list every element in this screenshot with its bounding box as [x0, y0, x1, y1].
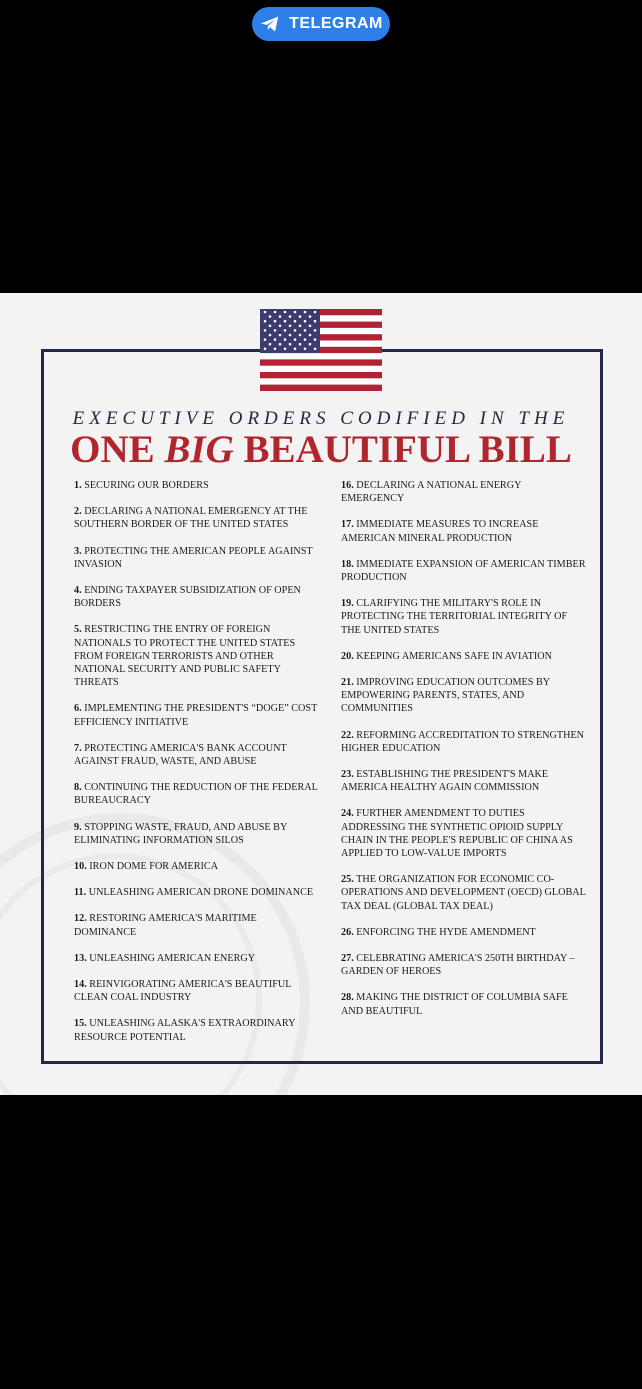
order-item [341, 873, 586, 913]
order-text: RESTORING AMERICA'S MARITIME DOMINANCE [74, 913, 257, 938]
flag-star [279, 325, 282, 328]
order-item [341, 952, 586, 978]
order-text: RESTRICTING THE ENTRY OF FOREIGN NATIONALS TO PROTECT THE UNITED STATES FROM FOREIGN TERRORISTS AND OTHER NATIONAL SECURITY AND PUBLIC SAFETY THREATS [74, 624, 296, 689]
flag-star [309, 325, 312, 328]
flag-star [274, 320, 277, 323]
poster-title [0, 427, 642, 472]
order-item [341, 518, 586, 544]
flag-star [279, 315, 282, 318]
order-item [74, 781, 319, 807]
flag-star [304, 338, 307, 341]
title-part-big: BIG [164, 428, 234, 471]
order-number: 12. [74, 913, 87, 925]
order-item [74, 479, 319, 492]
flag-star [264, 320, 267, 323]
flag-star [274, 329, 277, 332]
order-number: 6. [74, 703, 82, 715]
order-number: 2. [74, 506, 82, 518]
order-item [341, 729, 586, 755]
flag-star [289, 315, 292, 318]
order-item [341, 807, 586, 860]
flag-star [284, 329, 287, 332]
order-number: 3. [74, 545, 82, 557]
order-text: KEEPING AMERICANS SAFE IN AVIATION [356, 650, 552, 662]
order-item [341, 676, 586, 716]
order-number: 24. [341, 808, 354, 820]
order-item [74, 821, 319, 847]
order-number: 21. [341, 677, 354, 689]
order-number: 25. [341, 874, 354, 886]
flag-star [294, 311, 297, 314]
order-item [74, 702, 319, 728]
order-item [74, 584, 319, 610]
flag-star [314, 338, 317, 341]
order-item [74, 1017, 319, 1043]
flag-star [309, 315, 312, 318]
flag-star [304, 311, 307, 314]
flag-star [289, 343, 292, 346]
order-text: REFORMING ACCREDITATION TO STRENGTHEN HIGHER EDUCATION [341, 729, 585, 754]
order-number: 23. [341, 769, 354, 781]
poster-subtitle: EXECUTIVE ORDERS CODIFIED IN THE [72, 408, 570, 429]
order-text: IMMEDIATE MEASURES TO INCREASE AMERICAN MINERAL PRODUCTION [341, 519, 539, 544]
title-part-bill: BEAUTIFUL BILL [233, 428, 572, 471]
flag-star [299, 343, 302, 346]
order-text: PROTECTING AMERICA'S BANK ACCOUNT AGAINST FRAUD, WASTE, AND ABUSE [74, 742, 287, 768]
order-number: 27. [341, 953, 354, 965]
flag-star [299, 315, 302, 318]
order-number: 26. [341, 926, 354, 938]
flag-star [264, 311, 267, 314]
order-text: THE ORGANIZATION FOR ECONOMIC CO-OPERATIONS AND DEVELOPMENT (OECD) GLOBAL TAX DEAL (GLOBAL TAX DEAL) [341, 874, 586, 912]
orders-list-left [74, 479, 319, 1057]
flag-star [274, 311, 277, 314]
order-text: FURTHER AMENDMENT TO DUTIES ADDRESSING THE SYNTHETIC OPIOID SUPPLY CHAIN IN THE PEOPLE'S REPUBLIC OF CHINA AS APPLIED TO LOW-VALUE IMPORTS [341, 808, 573, 860]
poster-image [0, 293, 642, 1095]
order-text: UNLEASHING ALASKA'S EXTRAORDINARY RESOURCE POTENTIAL [74, 1018, 296, 1043]
order-item [74, 505, 319, 531]
order-number: 9. [74, 821, 82, 833]
order-text: STOPPING WASTE, FRAUD, AND ABUSE BY ELIMINATING INFORMATION SILOS [74, 821, 287, 846]
order-text: PROTECTING THE AMERICAN PEOPLE AGAINST INVASION [74, 545, 313, 570]
flag-star [289, 334, 292, 337]
flag-star [284, 338, 287, 341]
order-text: CONTINUING THE REDUCTION OF THE FEDERAL BUREAUCRACY [74, 782, 318, 807]
order-number: 10. [74, 861, 87, 873]
order-item [74, 978, 319, 1004]
order-number: 8. [74, 782, 82, 794]
flag-star [294, 338, 297, 341]
flag-star [264, 329, 267, 332]
order-item [74, 623, 319, 689]
flag-star [294, 348, 297, 351]
order-number: 4. [74, 585, 82, 597]
order-number: 14. [74, 979, 87, 991]
telegram-button[interactable] [252, 7, 390, 41]
order-text: IMPROVING EDUCATION OUTCOMES BY EMPOWERING PARENTS, STATES, AND COMMUNITIES [341, 677, 550, 715]
flag-star [284, 320, 287, 323]
order-item [74, 886, 319, 899]
order-number: 16. [341, 480, 354, 491]
order-text: IRON DOME FOR AMERICA [89, 861, 219, 873]
order-text: ESTABLISHING THE PRESIDENT'S MAKE AMERICA HEALTHY AGAIN COMMISSION [341, 769, 549, 794]
order-number: 18. [341, 558, 354, 570]
orders-list-right [341, 479, 586, 1031]
order-item [74, 912, 319, 938]
order-text: CLARIFYING THE MILITARY'S ROLE IN PROTECTING THE TERRITORIAL INTEGRITY OF THE UNITED STATES [341, 598, 568, 636]
flag-star [269, 334, 272, 337]
order-number: 13. [74, 952, 87, 964]
order-text: IMMEDIATE EXPANSION OF AMERICAN TIMBER PRODUCTION [341, 558, 586, 584]
order-number: 15. [74, 1018, 87, 1030]
telegram-label: TELEGRAM [289, 15, 383, 32]
title-part-one: ONE [70, 428, 165, 471]
telegram-icon [259, 13, 281, 35]
flag-star [304, 320, 307, 323]
order-text: ENDING TAXPAYER SUBSIDIZATION OF OPEN BORDERS [74, 585, 301, 610]
order-number: 5. [74, 624, 82, 636]
flag-star [274, 338, 277, 341]
order-item [341, 597, 586, 637]
flag-star [309, 343, 312, 346]
order-text: ENFORCING THE HYDE AMENDMENT [356, 926, 536, 938]
flag-star [314, 320, 317, 323]
order-number: 28. [341, 992, 354, 1004]
flag-star [279, 334, 282, 337]
bottom-area [0, 1095, 642, 1389]
flag-star [299, 325, 302, 328]
flag-star [264, 338, 267, 341]
flag-star [289, 325, 292, 328]
order-text: UNLEASHING AMERICAN DRONE DOMINANCE [88, 887, 314, 899]
flag-star [309, 334, 312, 337]
flag-star [304, 329, 307, 332]
order-item [74, 545, 319, 571]
order-text: MAKING THE DISTRICT OF COLUMBIA SAFE AND BEAUTIFUL [341, 992, 568, 1017]
order-number: 7. [74, 742, 82, 754]
order-item [341, 479, 586, 505]
order-item [341, 768, 586, 794]
order-item [74, 860, 319, 873]
order-item [341, 926, 586, 939]
order-number: 19. [341, 598, 354, 610]
flag-star [274, 348, 277, 351]
flag-star [294, 320, 297, 323]
us-flag-icon [260, 309, 382, 391]
order-text: IMPLEMENTING THE PRESIDENT'S “DOGE” COST EFFICIENCY INITIATIVE [74, 703, 318, 728]
flag-star [269, 315, 272, 318]
order-text: CELEBRATING AMERICA'S 250TH BIRTHDAY – GARDEN OF HEROES [341, 953, 575, 978]
flag-star [294, 329, 297, 332]
flag-star [284, 311, 287, 314]
order-number: 22. [341, 729, 354, 741]
flag-star [269, 343, 272, 346]
flag-star [314, 348, 317, 351]
flag-star [314, 311, 317, 314]
order-text: DECLARING A NATIONAL ENERGY EMERGENCY [341, 480, 522, 505]
flag-star [284, 348, 287, 351]
order-number: 11. [74, 887, 87, 899]
order-text: REINVIGORATING AMERICA'S BEAUTIFUL CLEAN COAL INDUSTRY [74, 979, 292, 1004]
order-number: 17. [341, 519, 354, 531]
flag-star [314, 329, 317, 332]
flag-star [264, 348, 267, 351]
flag-star [269, 325, 272, 328]
flag-star [279, 343, 282, 346]
order-item [74, 742, 319, 768]
flag-star [304, 348, 307, 351]
flag-star [299, 334, 302, 337]
order-item [74, 952, 319, 965]
order-item [341, 558, 586, 584]
order-text: DECLARING A NATIONAL EMERGENCY AT THE SOUTHERN BORDER OF THE UNITED STATES [74, 506, 308, 531]
order-number: 1. [74, 480, 82, 491]
order-text: UNLEASHING AMERICAN ENERGY [89, 952, 256, 964]
order-item [341, 650, 586, 663]
order-item [341, 991, 586, 1017]
order-number: 20. [341, 650, 354, 662]
order-text: SECURING OUR BORDERS [84, 480, 209, 491]
